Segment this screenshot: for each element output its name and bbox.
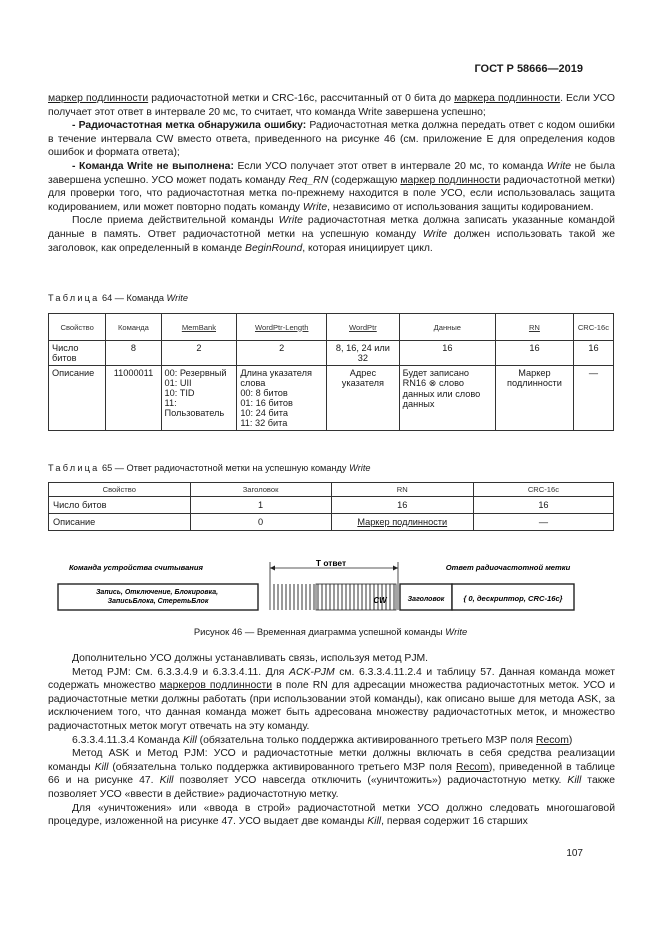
- header-box-text: Заголовок: [407, 596, 445, 603]
- term-auth-marker: маркер подлинности: [48, 93, 149, 104]
- table-65-caption: Таблица 65 — Ответ радиочастотной метки на успешную команду Write: [48, 463, 371, 473]
- paragraph-error: - Радиочастотная метка обнаружила ошибку: Радиочастотная метка должна передать ответ с кодом ошибки в течение интервала CW вместо ответа, приведенного на рисунке 46 (см. приложение Е для определения кодов ошибок и формата ответа);: [48, 120, 615, 159]
- table-64-caption: Таблица 64 — Команда Write: [48, 293, 188, 303]
- command-box: [58, 584, 258, 610]
- top-text-block: [48, 92, 615, 255]
- table-row: Число битов 1 16 16: [49, 497, 614, 514]
- paragraph-kill-procedure: Для «уничтожения» или «ввода в строй» радиочастотной метки УСО должно следовать многошаговой процедуре, изложенной на рисунке 47. УСО выдает две команды Kill, первая содержит 16 старших: [48, 802, 615, 828]
- page-number: 107: [566, 848, 583, 859]
- table-row: Число битов 8 2 2 8, 16, 24 или 32 16 16 16: [49, 341, 614, 366]
- figure-46-caption: Рисунок 46 — Временная диаграмма успешной команды Write: [193, 626, 468, 637]
- label-tag-response: Ответ радиочастотной метки: [445, 563, 571, 572]
- label-t-response: T ответ: [315, 558, 347, 568]
- table-64: [48, 313, 614, 431]
- table-header-row: Свойство Команда MemBank WordPtr-Length WordPtr Данные RN CRC-16c: [49, 314, 614, 341]
- table-65: [48, 482, 614, 531]
- paragraph-kill-heading: 6.3.3.4.11.3.4 Команда Kill (обязательна только поддержка активированного третьего МЗР поля Recom): [72, 734, 573, 746]
- cw-label: CW: [373, 596, 387, 605]
- command-box-text: Запись, Отключение, Блокировка, ЗаписьБлока, СтеретьБлок: [95, 589, 219, 605]
- data-box-text: { 0, дескриптор, CRC-16c}: [463, 594, 563, 603]
- standard-header: ГОСТ Р 58666—2019: [474, 63, 583, 75]
- paragraph-kill-methods: Метод ASK и Метод PJM: УСО и радиочастотные метки должны включать в себя средства реализации команды Kill (обязательна только поддержка активированного третьего МЗР поля Recom), приведенной в таблице 66 и на рисунке 47. Kill позволяет УСО навсегда отключить («уничтожить») радиочастотную метку. Kill также позволяет УСО «ввести в действие» радиочастотную метку.: [48, 748, 615, 800]
- table-header-row: Свойство Заголовок RN CRC-16c: [49, 483, 614, 497]
- table-row: Описание 0 Маркер подлинности —: [49, 514, 614, 531]
- paragraph-not-done: - Команда Write не выполнена: Если УСО получает этот ответ в интервале 20 мс, то команда Write не была завершена успешно. УСО может подать команду Req_RN (содержащую маркер подлинности радиочастотной метки) для проверки того, что радиочастотная метка по-прежнему находится в поле УСО, если использовалась защита кодированием, или может повторно подать команду Write, независимо от использования защиты кодированием.: [48, 160, 615, 213]
- table-row: Описание 11000011 00: Резервный 01: UII 10: TID 11: Пользователь Длина указателя слова 00: 8 битов 01: 16 битов 10: 24 бита 11: 32 бита Адрес указателя Будет записано RN16 ⊗ слово данных или слово данных Маркер подлинности —: [49, 366, 614, 431]
- paragraph-pjm-intro: Дополнительно УСО должны устанавливать связь, используя метод PJM.: [72, 653, 429, 664]
- paragraph-after-write: После приема действительной команды Write радиочастотная метка должна записать указанные командой данные в память. Ответ радиочастотной метки на успешную команду Write должен использовать такой же заголовок, как определенный в команде BeginRound, которая инициирует цикл.: [48, 215, 615, 254]
- bottom-text-block: [48, 652, 615, 829]
- term-auth-marker: маркера подлинности: [454, 93, 561, 104]
- label-reader-command: Команда устройства считывания: [68, 563, 204, 572]
- paragraph-pjm-method: Метод PJM: См. 6.3.3.4.9 и 6.3.3.4.11. Для ACK-PJM см. 6.3.3.4.11.2.4 и таблицу 57. Данная команда может содержать множество маркеров подлинности в поле RN для адресации множества радиочастотных меток. УСО и радиочастотные метки должны работать (при использовании этой команды), как описано выше для метода ASK, за исключением того, что данная команда может быть адресована множеству радиочастотных меток, и множество радиочастотных меток могут отвечать на эту команду.: [48, 666, 616, 732]
- timing-diagram: [48, 554, 614, 614]
- paragraph-auth-marker: маркер подлинности радиочастотной метки и CRC-16c, рассчитанный от 0 бита до маркера подлинности. Если УСО получает этот ответ в интервале 20 мс, то считает, что команда Write завершена успешно;: [48, 93, 615, 118]
